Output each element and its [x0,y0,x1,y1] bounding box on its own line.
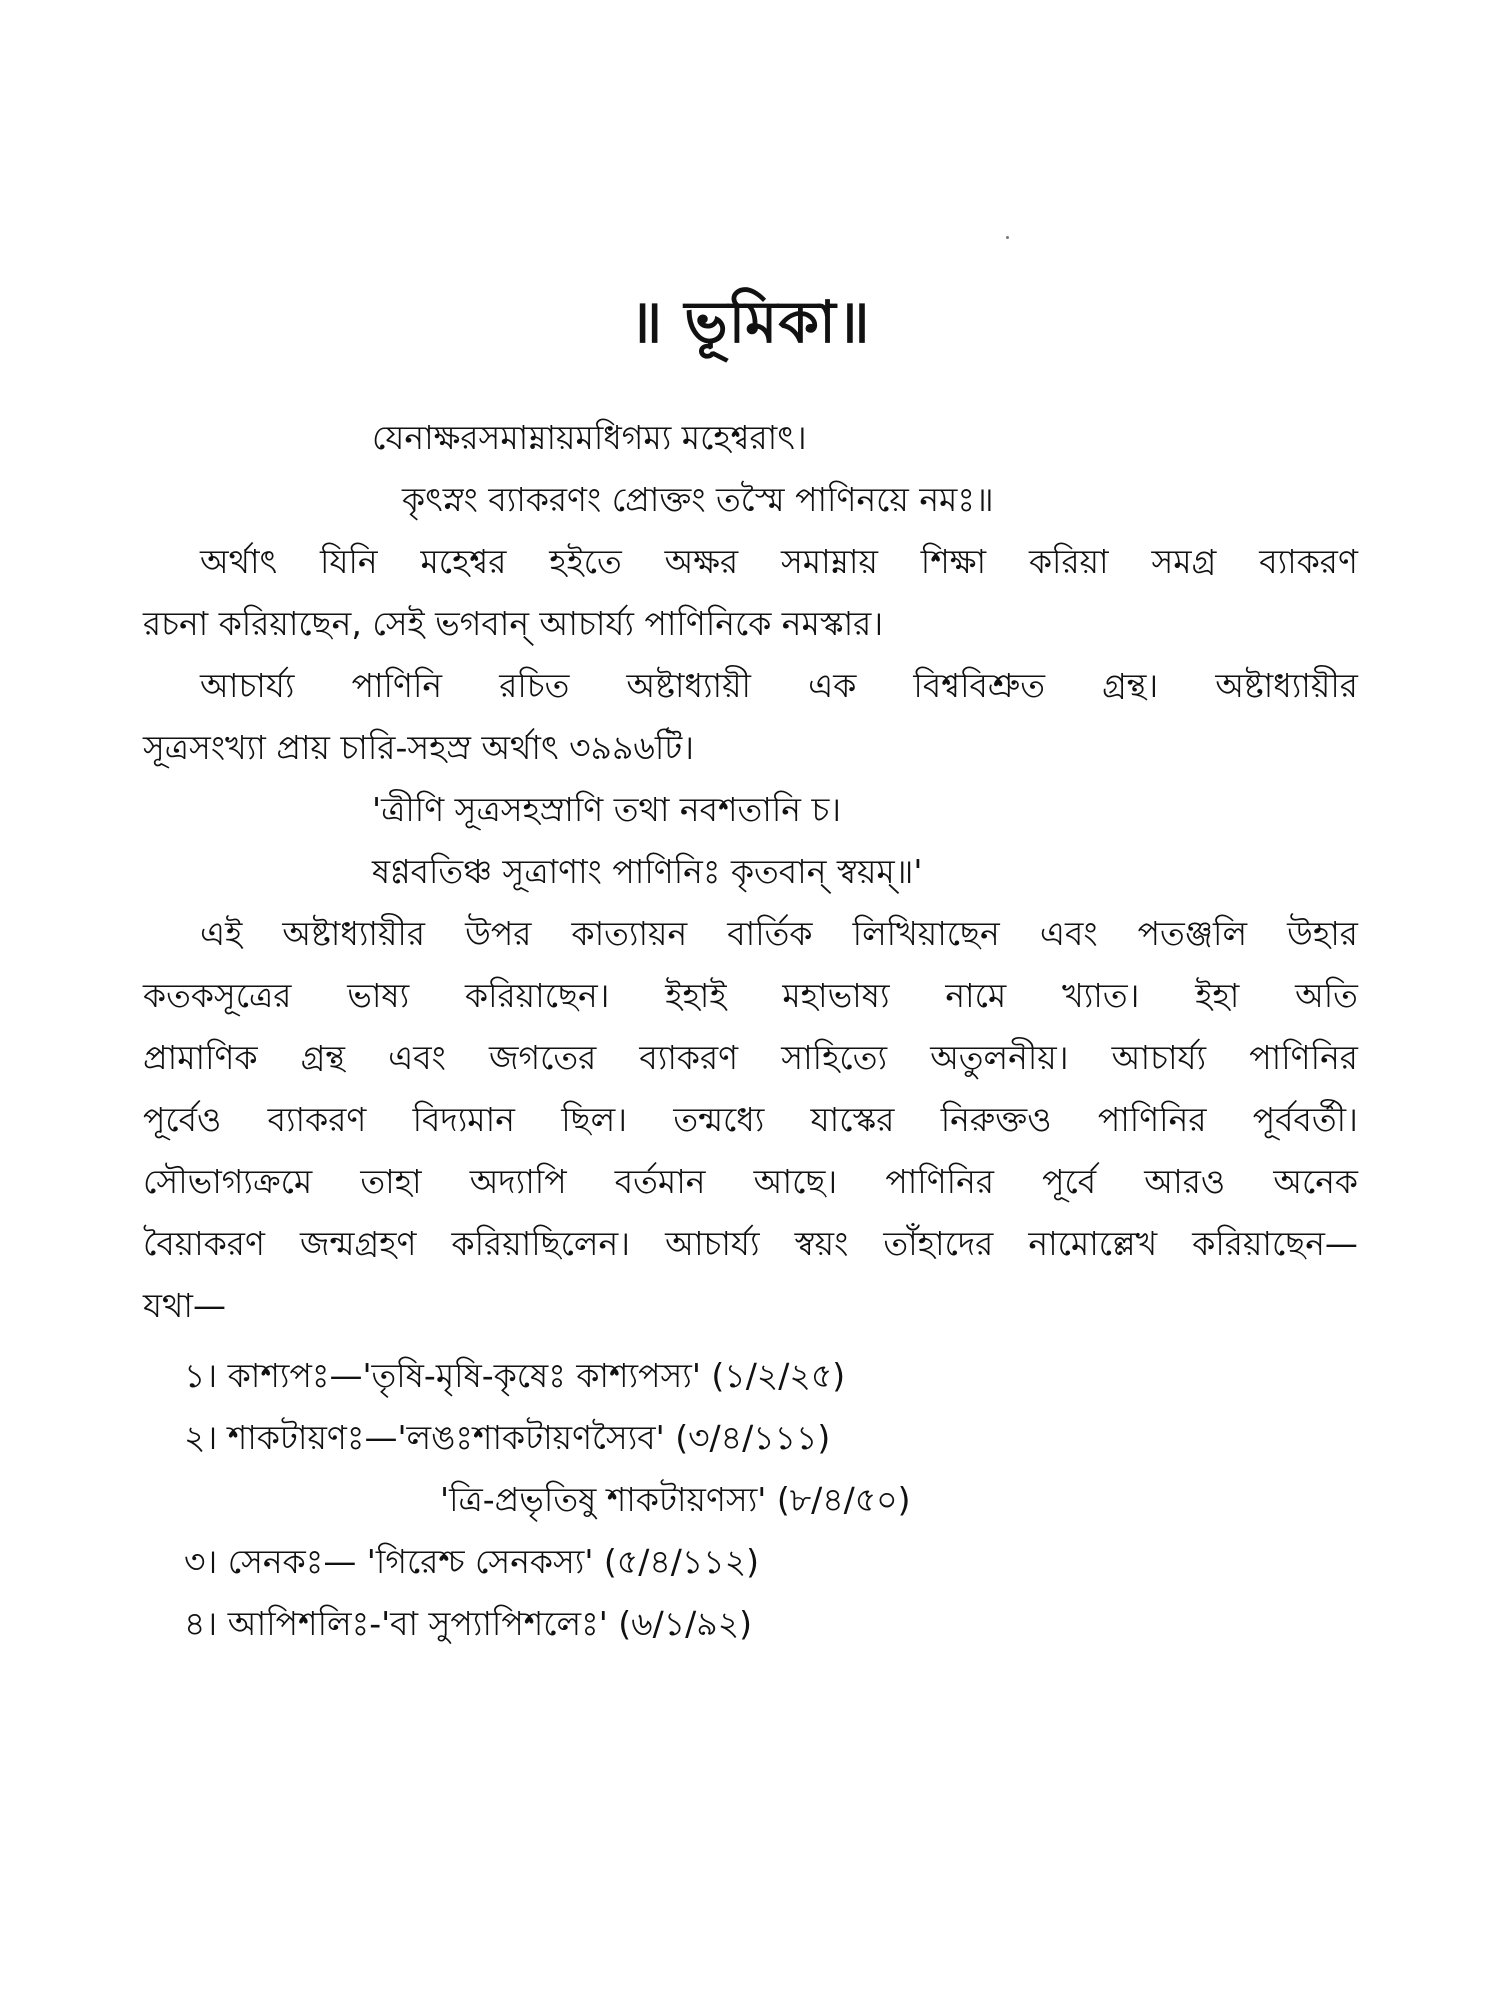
word: নামোল্লেখ [1028,1224,1158,1263]
word: পূর্বে [1042,1162,1097,1201]
word: বার্তিক [727,914,813,953]
word: উহার [1287,914,1358,953]
word: অষ্টাধ্যায়ী [626,666,751,705]
list-item-3: ৩। সেনকঃ— 'গিরেশ্চ সেনকস্য' (৫/৪/১১২) [184,1542,760,1581]
word: অর্থাৎ [200,542,278,581]
verse2-line2: ষণ্ণবতিঞ্চ সূত্রাণাং পাণিনিঃ কৃতবান্ স্বয়ম্॥' [372,852,923,891]
word: উপর [465,914,532,953]
word: সৌভাগ্যক্রমে [143,1162,313,1201]
word: নামে [945,976,1007,1015]
word: বিদ্যমান [412,1100,515,1139]
word: ব্যাকরণ [639,1038,739,1077]
word: অতুলনীয়। [930,1038,1069,1077]
page-title: ॥ ভূমিকা॥ [629,288,871,356]
word: মহেশ্বর [420,542,507,581]
word: ভাষ্য [347,976,410,1015]
word: পাণিনির [885,1162,994,1201]
word: ব্যাকরণ [1259,542,1358,581]
word: কাত্যায়ন [571,914,688,953]
para3-line7: যথা— [143,1286,226,1325]
list-item-2: ২। শাকটায়ণঃ—'লঙঃশাকটায়ণস্যৈব' (৩/৪/১১১) [184,1418,831,1457]
word: কতকসূত্রের [143,976,292,1015]
word: এই [200,914,243,953]
word: এক [808,666,857,705]
word: জন্মগ্রহণ [299,1224,417,1263]
word: করিয়াছেন। [465,976,610,1015]
word: বৈয়াকরণ [143,1224,265,1263]
para2-line2: সূত্রসংখ্যা প্রায় চারি-সহস্র অর্থাৎ ৩৯৯৬টি। [143,728,695,767]
word: করিয়া [1028,542,1109,581]
word: অক্ষর [664,542,739,581]
word: মহাভাষ্য [782,976,890,1015]
word: সমগ্র [1151,542,1217,581]
word: যিনি [320,542,378,581]
para2-line1 [200,664,1358,708]
word: যাস্কের [810,1100,895,1139]
word: পতঞ্জলি [1137,914,1248,953]
word: এবং [1039,914,1098,953]
verse2-line1: 'ত্রীণি সূত্রসহস্রাণি তথা নবশতানি চ। [372,790,842,829]
para3-line6 [143,1222,1358,1266]
word: নিরুক্তও [940,1100,1052,1139]
word: এবং [388,1038,446,1077]
para3-line3 [143,1036,1358,1080]
word: ব্যাকরণ [267,1100,367,1139]
word: স্বয়ং [794,1224,849,1263]
word: লিখিয়াছেন [852,914,1000,953]
para3-line4 [143,1098,1358,1142]
word: পাণিনির [1249,1038,1358,1077]
para3-line2 [143,974,1358,1018]
word: আছে। [753,1162,838,1201]
word: সাহিত্যে [781,1038,888,1077]
word: আচার্য্য [1111,1038,1207,1077]
word: অষ্টাধ্যায়ীর [282,914,425,953]
word: পূর্বেও [143,1100,222,1139]
word: করিয়াছিলেন। [451,1224,631,1263]
word: অদ্যাপি [469,1162,567,1201]
word: অতি [1295,976,1358,1015]
word: হইতে [549,542,622,581]
word: বিশ্ববিশ্রুত [913,666,1046,705]
word: গ্রন্থ [300,1038,345,1077]
word: রচিত [499,666,570,705]
word: তাহা [360,1162,422,1201]
word: আচার্য্য [200,666,295,705]
word: তাঁহাদের [883,1224,994,1263]
word: পূর্ববর্তী। [1252,1100,1358,1139]
word: ইহা [1195,976,1240,1015]
verse1-line1: যেনাক্ষরসমাম্নায়মধিগম্য মহেশ্বরাৎ। [372,418,807,457]
para3-line5 [143,1160,1358,1204]
para3-line1 [200,912,1358,956]
word: করিয়াছেন— [1192,1224,1358,1263]
list-item-4: ৪। আপিশলিঃ-'বা সুপ্যাপিশলেঃ' (৬/১/৯২) [184,1604,753,1643]
word: খ্যাত। [1062,976,1140,1015]
word: অষ্টাধ্যায়ীর [1215,666,1358,705]
verse1-line2: কৃৎস্নং ব্যাকরণং প্রোক্তং তস্মৈ পাণিনয়ে নমঃ॥ [402,480,994,519]
word: অনেক [1273,1162,1358,1201]
word: সমাম্নায় [780,542,878,581]
word: গ্রন্থ। [1102,666,1159,705]
word: আরও [1144,1162,1226,1201]
scan-speck [1006,236,1009,239]
list-item-2-continuation: 'ত্রি-প্রভৃতিষু শাকটায়ণস্য' (৮/৪/৫০) [440,1480,911,1519]
word: আচার্য্য [665,1224,760,1263]
word: পাণিনি [351,666,443,705]
word: ইহাই [665,976,727,1015]
word: বর্তমান [614,1162,706,1201]
word: প্রামাণিক [143,1038,258,1077]
word: জগতের [488,1038,597,1077]
word: তন্মধ্যে [673,1100,765,1139]
para1-line2: রচনা করিয়াছেন, সেই ভগবান্ আচার্য্য পাণিনিকে নমস্কার। [143,604,884,643]
list-item-1: ১। কাশ্যপঃ—'তৃষি-মৃষি-কৃষেঃ কাশ্যপস্য' (১/২/২৫) [184,1356,846,1395]
word: ছিল। [561,1100,628,1139]
word: শিক্ষা [920,542,987,581]
para1-line1 [200,540,1358,584]
word: পাণিনির [1097,1100,1207,1139]
